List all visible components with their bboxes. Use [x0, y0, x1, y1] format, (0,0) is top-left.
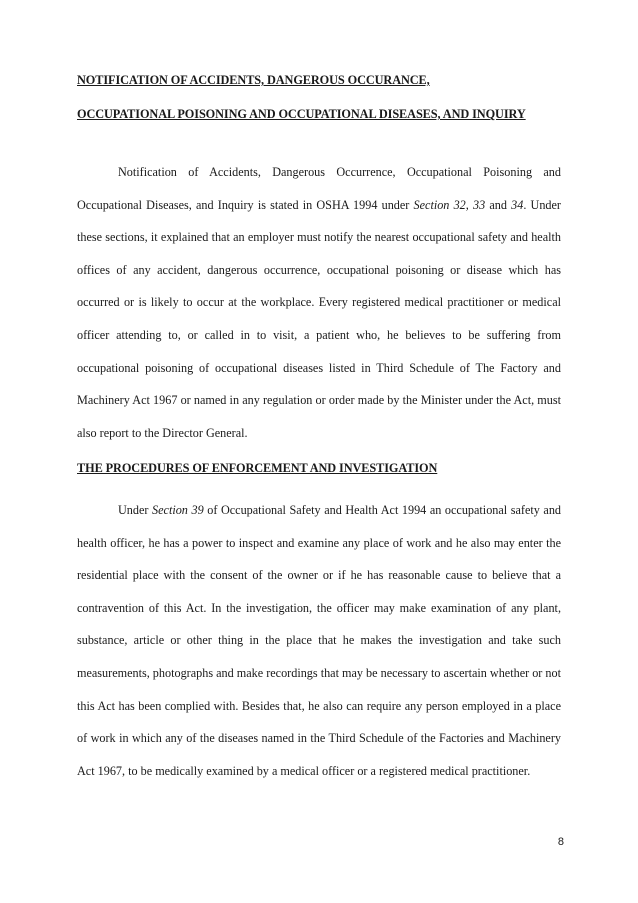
- section-reference-32-33: Section 32, 33: [413, 197, 486, 212]
- enforcement-paragraph: [77, 494, 561, 787]
- section-heading-enforcement: THE PROCEDURES OF ENFORCEMENT AND INVESTIGATION: [77, 461, 438, 475]
- section-heading-notification-line2: OCCUPATIONAL POISONING AND OCCUPATIONAL DISEASES, AND INQUIRY: [77, 107, 526, 121]
- notification-text-c: . Under these sections, it explained that an employer must notify the nearest occupational safety and health offices of any accident, dangerous occurrence, occupational poisoning or disease which has occurred or is likely to occur at the workplace. Every registered medical practitioner or medical officer attending to, or called in to visit, a patient who, he believes to be suffering from occupational poisoning of occupational diseases listed in Third Schedule of The Factory and Machinery Act 1967 or named in any regulation or order made by the Minister under the Act, must also report to the Director General.: [77, 197, 561, 440]
- section-heading-notification-line1: NOTIFICATION OF ACCIDENTS, DANGEROUS OCCURANCE,: [77, 73, 430, 87]
- enforcement-text-a: Under: [118, 503, 153, 517]
- notification-paragraph: [77, 156, 561, 449]
- section-reference-34: 34: [511, 197, 524, 212]
- section-reference-39: Section 39: [152, 503, 204, 517]
- notification-text-a: Notification of Accidents, Dangerous Occurrence, Occupational Poisoning and Occupational Diseases, and Inquiry is stated in OSHA 1994 under: [77, 165, 561, 212]
- enforcement-text-b: of Occupational Safety and Health Act 1994 an occupational safety and health officer, he has a power to inspect and examine any place of work and he also may enter the residential place with the consent of the owner or if he has reasonable cause to believe that a contravention of this Act. In the investigation, the officer may make examination of any plant, substance, article or other thing in the place that he makes the investigation and take such measurements, photographs and make recordings that may be necessary to ascertain whether or not this Act has been complied with. Besides that, he also can require any person employed in a place of work in which any of the diseases named in the Third Schedule of the Factories and Machinery Act 1967, to be medically examined by a medical officer or a registered medical practitioner.: [77, 503, 562, 778]
- notification-text-b: and: [485, 197, 512, 212]
- page-number: 8: [557, 836, 564, 848]
